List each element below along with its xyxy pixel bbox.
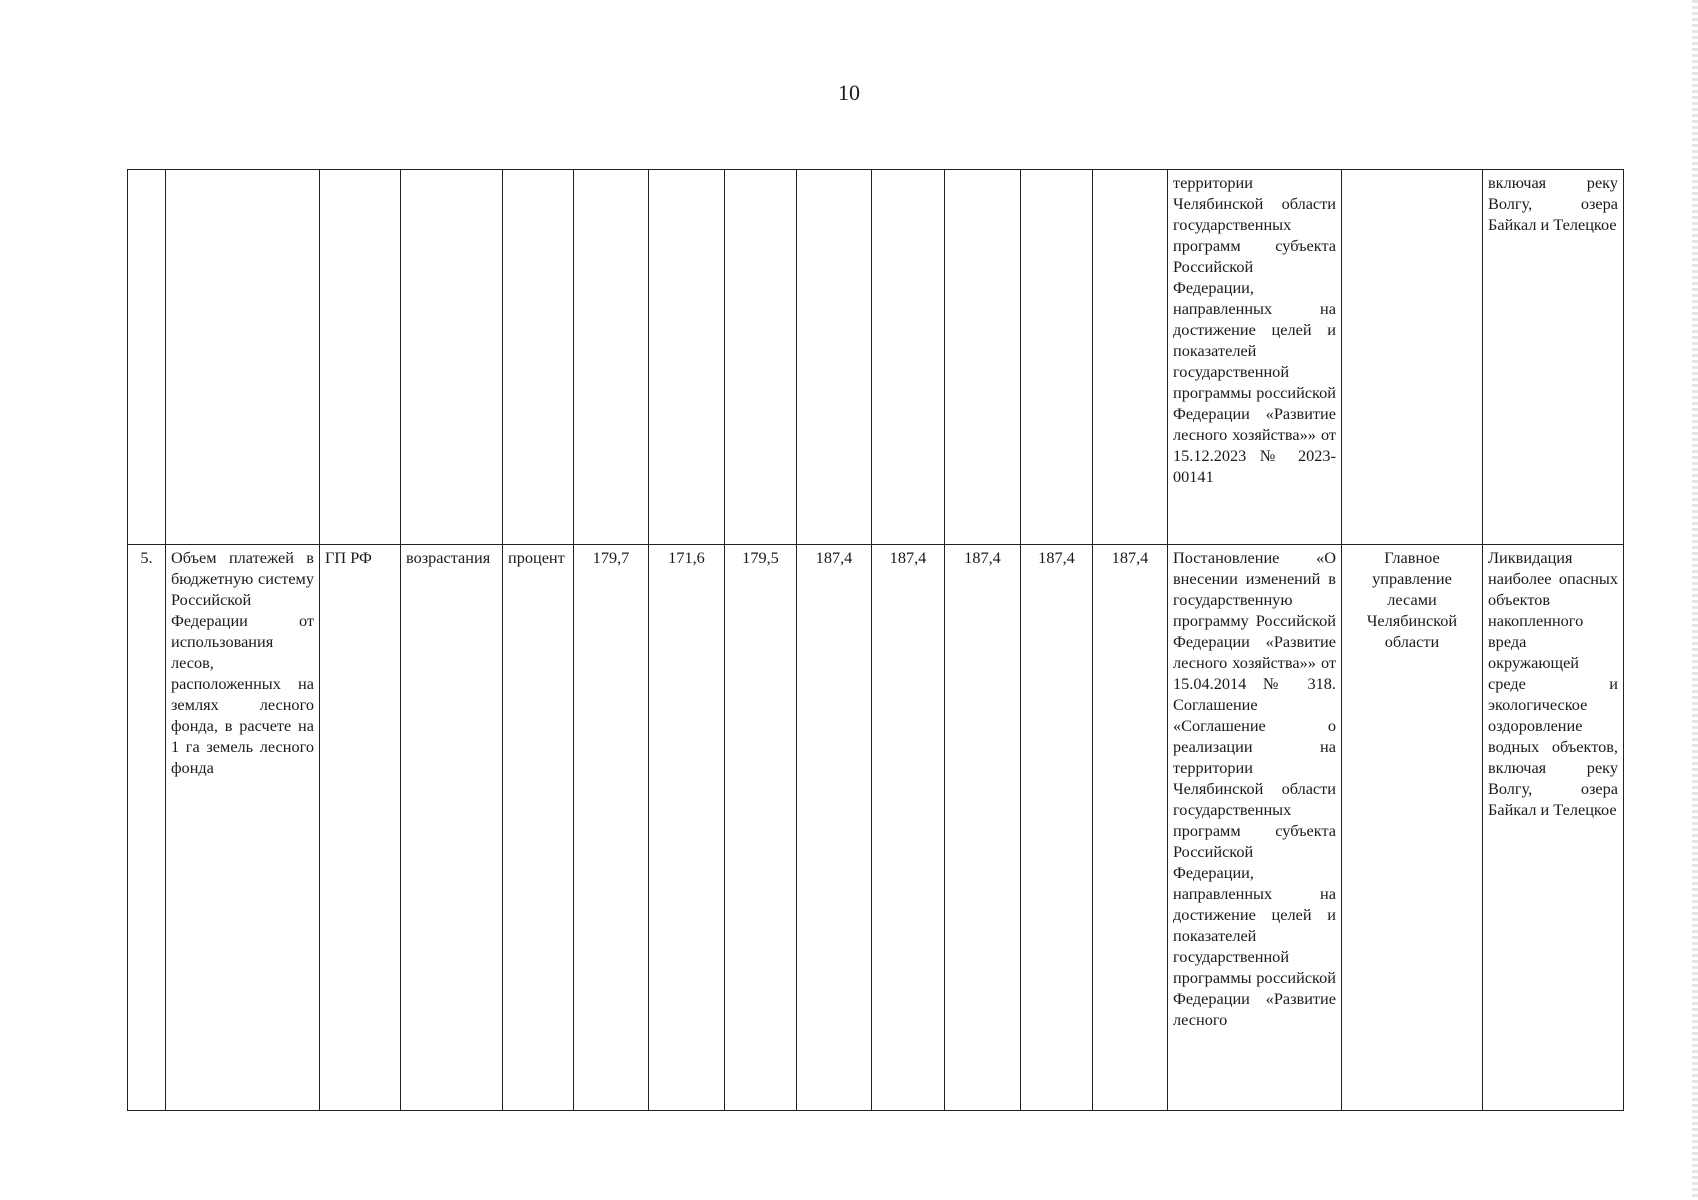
cell-value: 187,4 — [797, 545, 872, 1111]
cell-number: 5. — [128, 545, 166, 1111]
table-row-5 — [128, 545, 1624, 1111]
cell-unit — [503, 170, 574, 545]
cell-responsible: Главное управление лесами Челябинской области — [1342, 545, 1483, 1111]
scan-edge — [1692, 0, 1698, 1200]
cell-value — [1093, 170, 1168, 545]
cell-basis: Постановление «О внесении изменений в государственную программу Российской Федерации «Развитие лесного хозяйства»» от 15.04.2014 № 318. Соглашение «Соглашение о реализации на территории Челябинской области государственных программ субъекта Российской Федерации, направленных на достижение целей и показателей государственной программы российской Федерации «Развитие лесного — [1168, 545, 1342, 1111]
cell-value — [797, 170, 872, 545]
cell-value — [574, 170, 649, 545]
cell-value: 171,6 — [649, 545, 725, 1111]
table-row-continued — [128, 170, 1624, 545]
cell-trend — [401, 170, 503, 545]
cell-responsible — [1342, 170, 1483, 545]
cell-value — [945, 170, 1021, 545]
cell-value: 179,7 — [574, 545, 649, 1111]
cell-trend: возрастания — [401, 545, 503, 1111]
cell-value: 187,4 — [872, 545, 945, 1111]
cell-link: Ликвидация наиболее опасных объектов накопленного вреда окружающей среде и экологическое оздоровление водных объектов, включая реку Волгу, озера Байкал и Телецкое — [1483, 545, 1624, 1111]
cell-indicator — [166, 170, 320, 545]
cell-value: 187,4 — [1093, 545, 1168, 1111]
indicators-table — [127, 169, 1624, 1111]
cell-level — [320, 170, 401, 545]
cell-value: 187,4 — [1021, 545, 1093, 1111]
cell-unit: процент — [503, 545, 574, 1111]
cell-indicator: Объем платежей в бюджетную систему Российской Федерации от использования лесов, расположенных на землях лесного фонда, в расчете на 1 га земель лесного фонда — [166, 545, 320, 1111]
cell-level: ГП РФ — [320, 545, 401, 1111]
cell-value — [649, 170, 725, 545]
cell-value: 179,5 — [725, 545, 797, 1111]
page-number: 10 — [838, 80, 860, 105]
cell-value — [872, 170, 945, 545]
cell-basis: территории Челябинской области государственных программ субъекта Российской Федерации, направленных на достижение целей и показателей государственной программы российской Федерации «Развитие лесного хозяйства»» от 15.12.2023 № 2023-00141 — [1168, 170, 1342, 545]
cell-number — [128, 170, 166, 545]
cell-value — [1021, 170, 1093, 545]
cell-value: 187,4 — [945, 545, 1021, 1111]
cell-value — [725, 170, 797, 545]
cell-link: включая реку Волгу, озера Байкал и Телецкое — [1483, 170, 1624, 545]
